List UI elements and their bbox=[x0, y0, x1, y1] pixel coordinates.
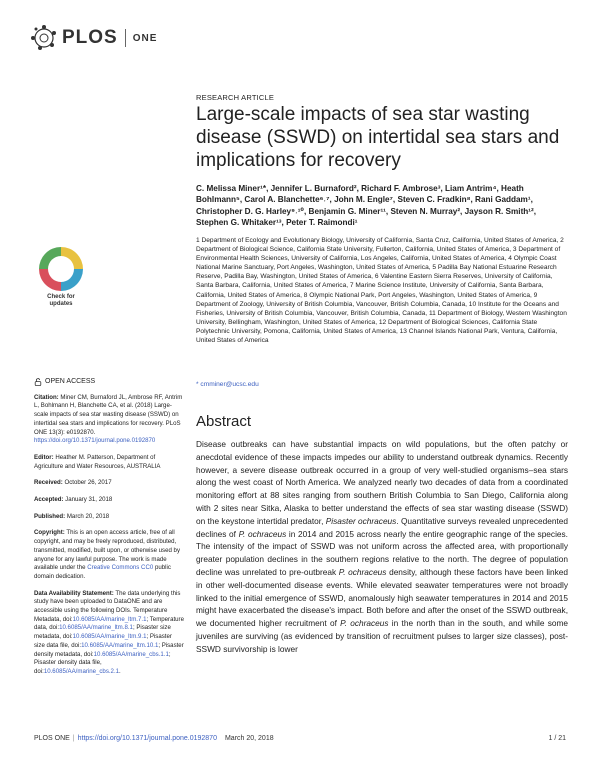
citation-block bbox=[34, 394, 184, 446]
abstract-text: density, although these factors have been linked in other well-documented disease events. While elevated seawater temperatures were not broadly linked to the initial emergence of SSWD, anomalously high seawater temperatures in 2014 and 2015 might have exacerbated the disease's impact. Both before and after the onset of the SSWD outbreak, we documented higher recruitment of bbox=[196, 566, 568, 629]
species-name: P. ochraceus bbox=[238, 528, 287, 539]
check-for-updates-badge[interactable] bbox=[36, 247, 86, 308]
species-name: P. ochraceus bbox=[338, 566, 387, 577]
page-footer bbox=[34, 735, 566, 742]
citation-text: Miner CM, Burnaford JL, Ambrose RF, Antrim L, Bohlmann H, Blanchette CA, et al. (2018) Large-scale impacts of sea star wasting disease (SSWD) on intertidal sea stars and implications for recovery. PLoS ONE 13(3): e0192870. bbox=[34, 393, 183, 436]
data-text: ; Pisaster size metadata, doi: bbox=[34, 624, 171, 641]
article-title: Large-scale impacts of sea star wasting disease (SSWD) on intertidal sea stars and implications for recovery bbox=[196, 104, 560, 171]
copyright-text: This is an open access article, free of all copyright, and may be freely reproduced, distributed, transmitted, modified, built upon, or otherwise used by anyone for any lawful purpose. The work is made available under the bbox=[34, 529, 180, 572]
data-text: ; Pisaster size data file, doi: bbox=[34, 633, 172, 649]
data-text: ; Pisaster density metadata, doi: bbox=[34, 641, 184, 658]
open-access-banner bbox=[34, 378, 184, 387]
accepted-block bbox=[34, 496, 184, 505]
abstract-text: Disease outbreaks can have substantial impacts on wild populations, but the often patchy or anecdotal evidence of these impacts impedes our ability to understand outbreak dynamics. Recently however, a severe disease outbreak occurred in a group of very well-studied organisms–sea stars along the west coast of North America. We analyzed nearly two decades of data from a coordinated monitoring effort at 88 sites ranging from southern British Columbia to San Diego, California along with 2 sites near Sitka, Alaska to better understand the effects of sea star wasting disease (SSWD) on the keystone intertidal predator, bbox=[196, 439, 568, 526]
editor-label: Editor: bbox=[34, 453, 54, 461]
creative-commons-link[interactable]: Creative Commons CC0 bbox=[87, 564, 154, 572]
data-text: ; Temperature data, doi: bbox=[34, 615, 184, 632]
copyright-end: public domain dedication. bbox=[34, 564, 171, 580]
badge-line1: Check for bbox=[47, 294, 75, 300]
data-doi-link[interactable]: 10.6085/AA/marine_ltm.7.1 bbox=[72, 615, 147, 623]
citation-label: Citation: bbox=[34, 393, 59, 401]
open-lock-icon bbox=[34, 378, 42, 386]
published-block bbox=[34, 513, 184, 522]
data-doi-link[interactable]: 10.6085/AA/marine_ltm.10.1 bbox=[81, 641, 159, 649]
data-text: The data underlying this study have been uploaded to DataONE and are accessible using the following DOIs. Temperature Metadata, doi: bbox=[34, 589, 181, 623]
author-list: C. Melissa Miner¹*, Jennifer L. Burnaford², Richard F. Ambrose³, Liam Antrim⁴, Heath Bohlmann⁵, Carol A. Blanchette⁶˒⁷, John M. Engle⁷, Steven C. Fradkin⁸, Rani Gaddam¹, Christopher D. G. Harley⁹˒¹⁰, Benjamin G. Miner¹¹, Steven N. Murray², Jayson R. Smith¹², Stephen G. Whitaker¹³, Peter T. Raimondi¹ bbox=[196, 184, 537, 227]
accepted-label: Accepted: bbox=[34, 496, 64, 504]
species-name: Pisaster ochraceus bbox=[325, 515, 397, 526]
abstract-text: in the north than in the south, and while some juveniles are surviving (as evidenced by transition of recruitment pulses to larger size classes), post-SSWD survivorship is lower bbox=[196, 618, 569, 654]
badge-text bbox=[36, 294, 86, 308]
footer-date: March 20, 2018 bbox=[224, 735, 274, 742]
footer-journal: PLOS ONE bbox=[34, 735, 70, 742]
logo-text: PLOS bbox=[62, 27, 118, 48]
update-ring-icon bbox=[39, 247, 83, 291]
plos-logo[interactable] bbox=[30, 24, 157, 52]
received-label: Received: bbox=[34, 479, 63, 487]
plos-mark-icon bbox=[30, 24, 58, 52]
data-text: ; Pisaster density data file, doi: bbox=[34, 650, 171, 675]
data-doi-link[interactable]: 10.6085/AA/marine_ltm.9.1 bbox=[72, 633, 147, 641]
abstract-body bbox=[196, 438, 568, 656]
received-block bbox=[34, 479, 184, 488]
data-doi-link[interactable]: 10.6085/AA/marine_cbs.1.1 bbox=[93, 650, 169, 658]
published-date: March 20, 2018 bbox=[65, 512, 110, 520]
logo-divider bbox=[125, 29, 126, 47]
data-availability-label: Data Availability Statement: bbox=[34, 589, 114, 597]
affiliations: 1 Department of Ecology and Evolutionary Biology, University of California, Santa Cruz, California, United States of America, 2 Department of Biological Science, California State University, Fullerton, California, United States of America, 3 Department of Environmental Health Sciences, University of California, Los Angeles, California, United States of America, 4 Olympic Coast National Marine Sanctuary, Port Angeles, Washington, United States of America, 5 Padilla Bay National Estuarine Research Reserve, Padilla Bay, Washington, United States of America, 6 Valentine Eastern Sierra Reserves, University of California, Santa Barbara, California, United States of America, 7 Marine Science Institute, University of California, Santa Barbara, California, United States of America, 8 Olympic National Park, Port Angeles, Washington, United States of America, 9 Department of Zoology, University of British Columbia, Vancouver, British Columbia, Canada, 10 Institute for the Oceans and Fisheries, University of British Columbia, Vancouver, British Columbia, Canada, 11 Department of Biology, Western Washington University, Bellingham, Washington, United States of America, 12 Department of Biological Sciences, California State Polytechnic University, Pomona, California, United States of America, 13 Channel Islands National Park, Ventura, California, United States of America bbox=[196, 237, 567, 345]
article-type-label: RESEARCH ARTICLE bbox=[196, 93, 275, 102]
species-name: P. ochraceus bbox=[340, 618, 389, 629]
abstract-text: . Quantitative surveys revealed unprecedented declines of bbox=[196, 515, 569, 539]
footer-doi-link[interactable]: https://doi.org/10.1371/journal.pone.0192870 bbox=[77, 735, 217, 742]
copyright-label: Copyright: bbox=[34, 529, 65, 537]
data-doi-link[interactable]: 10.6085/AA/marine_cbs.2.1 bbox=[43, 667, 120, 675]
corresponding-email-link[interactable]: * cmminer@ucsc.edu bbox=[196, 381, 259, 388]
abstract-text: in 2014 and 2015 across nearly the entire geographic range of the species. The intensity of the impact of SSWD was not uniform across the affected area, with proportionally greater population declines in the southern regions relative to the north. The degree of population decline was unrelated to pre-outbreak bbox=[196, 528, 568, 577]
footer-separator: | bbox=[72, 735, 75, 742]
logo-subtitle: ONE bbox=[132, 32, 158, 44]
citation-doi-link[interactable]: https://doi.org/10.1371/journal.pone.0192870 bbox=[34, 437, 156, 445]
data-availability-block bbox=[34, 590, 184, 677]
badge-line2: updates bbox=[49, 301, 73, 307]
accepted-date: January 31, 2018 bbox=[63, 496, 113, 504]
page-number: 1 / 21 bbox=[548, 735, 566, 742]
open-access-text: OPEN ACCESS bbox=[45, 378, 96, 385]
received-date: October 26, 2017 bbox=[62, 479, 112, 487]
copyright-block bbox=[34, 529, 184, 581]
footer-left bbox=[34, 735, 274, 742]
editor-block bbox=[34, 454, 184, 471]
data-text: . bbox=[119, 667, 121, 675]
editor-text: Heather M. Patterson, Department of Agriculture and Water Resources, AUSTRALIA bbox=[34, 453, 161, 470]
article-sidebar bbox=[34, 378, 184, 685]
data-doi-link[interactable]: 10.6085/AA/marine_ltm.8.1 bbox=[59, 624, 133, 632]
abstract-heading: Abstract bbox=[196, 413, 252, 430]
published-label: Published: bbox=[34, 512, 66, 520]
